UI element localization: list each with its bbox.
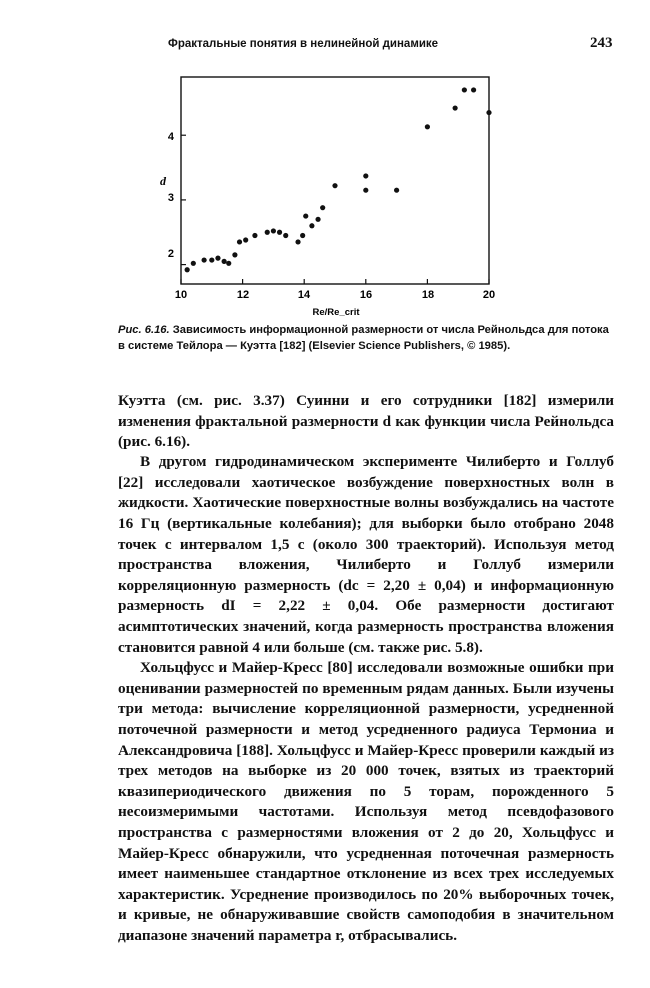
data-point [363,188,368,193]
dimension-vs-reynolds-chart [0,0,650,330]
data-point [283,233,288,238]
data-point [394,188,399,193]
data-points [185,87,492,272]
x-tick-label: 14 [297,289,311,301]
figure-caption [118,322,618,354]
x-tick-label: 12 [236,289,250,301]
data-point [315,217,320,222]
data-point [209,257,214,262]
paragraph-3: Хольцфусс и Майер-Кресс [80] исследовали возможные ошибки при оценивании размерностей по временным рядам данных. Были изучены три метода: вычисление корреляционной размерности, усредненной поточечной размерности и метод усредненного радиуса Термониа и Александровича [188]. Хольцфусс и Майер-Кресс проверили каждый из трех методов на выборке из 20 000 точек, взятых из траекторий квазипериодического движения по 5 торам, порожденного 5 несоизмеримыми частотами. Используя метод псевдофазового пространства с размерностями вложения от 2 до 20, Хольцфусс и Майер-Кресс обнаружили, что усредненная поточечная размерность имеет наименьшее стандартное отклонение из всех трех исследуемых характеристик. Усреднение производилось по 20% выборочных точек, и кривые, не обнаруживавшие свойств самоподобия в значительном диапазоне значений параметра r, отбрасывались. [118,659,614,944]
data-point [277,230,282,235]
x-tick-label: 16 [359,289,373,301]
data-point [237,239,242,244]
data-point [453,105,458,110]
data-point [425,124,430,129]
data-point [309,223,314,228]
plot-frame [181,77,489,284]
data-point [332,183,337,188]
data-point [185,267,190,272]
data-point [271,228,276,233]
x-axis-label: Re/Re_crit [312,307,360,318]
tick-labels [168,131,495,301]
data-point [295,239,300,244]
y-tick-label: 2 [167,248,174,260]
data-point [215,256,220,261]
running-title: Фрактальные понятия в нелинейной динамике [168,38,439,50]
caption-label: Рис. 6.16. [118,324,170,336]
data-point [471,87,476,92]
data-point [243,237,248,242]
data-point [363,173,368,178]
data-point [191,261,196,266]
data-point [222,259,227,264]
data-point [226,261,231,266]
data-point [265,230,270,235]
data-point [202,257,207,262]
paragraph-1: Куэтта (см. рис. 3.37) Суинни и его сотрудники [182] измерили изменения фрактальной размерности d как функции числа Рейнольдса (рис. 6.16). [118,392,614,451]
y-axis-label: d [160,174,166,188]
data-point [320,205,325,210]
data-point [462,87,467,92]
y-tick-label: 4 [167,131,174,143]
x-tick-label: 10 [174,289,188,301]
caption-text: Зависимость информационной размерности от числа Рейнольдса для потока в системе Тейлора — Куэтта [182] (Elsevier Science Publishers, © 1985). [118,324,609,352]
data-point [486,110,491,115]
data-point [303,213,308,218]
x-tick-label: 20 [482,289,496,301]
data-point [232,252,237,257]
x-tick-label: 18 [421,289,435,301]
paragraph-2: В другом гидродинамическом эксперименте Чилиберто и Голлуб [22] исследовали хаотическое возбуждение поверхностных волн в жидкости. Хаотические поверхностные волны возбуждались на частоте 16 Гц (вертикальные колебания); для выборки было отобрано 2048 точек с интервалом 1,5 с (около 300 траекторий). Используя метод пространства вложения, Чилиберто и Голлуб измерили корреляционную размерность (dc = 2,20 ± 0,04) и информационную размерность dI = 2,22 ± 0,04. Обе размерности достигают асимптотических значений, когда размерность пространства вложения становится равной 4 или больше (см. также рис. 5.8). [118,453,614,656]
page-number: 243 [590,35,613,51]
data-point [300,233,305,238]
data-point [252,233,257,238]
y-tick-label: 3 [167,192,174,204]
